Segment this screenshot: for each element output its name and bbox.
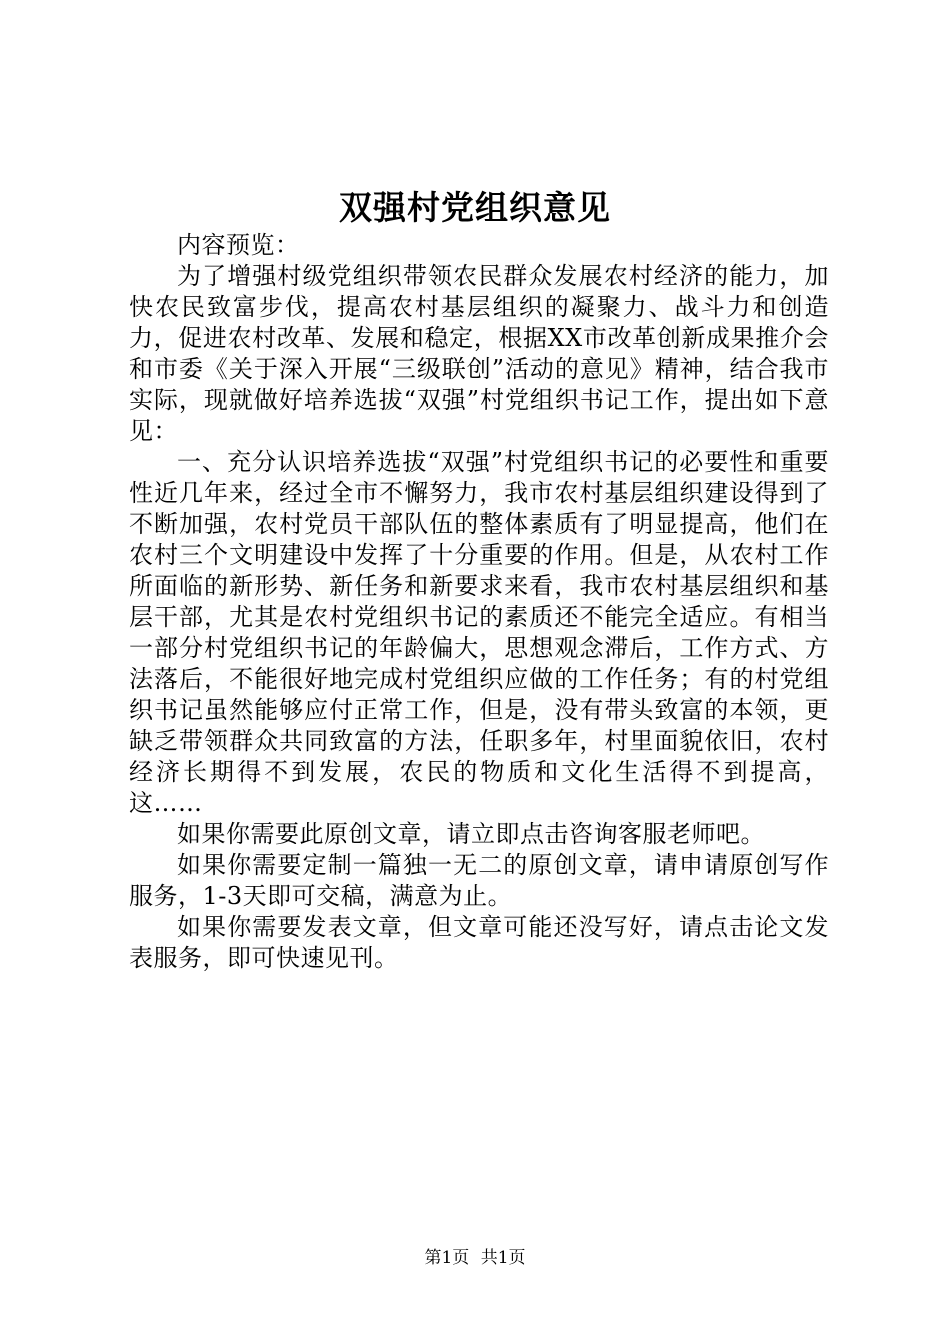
preview-label: 内容预览： — [177, 231, 300, 259]
page-total: 共1页 — [480, 1248, 526, 1268]
intro-paragraph: 为了增强村级党组织带领农民群众发展农村经济的能力，加快农民致富步伐，提高农村基层组织的凝聚力、战斗力和创造力，促进农村改革、发展和稳定，根据XX市改革创新成果推介会和市委《关于深入开展“三级联创”活动的意见》精神，结合我市实际，现就做好培养选拔“双强”村党组织书记工作，提出如下意见： — [129, 262, 829, 445]
page-footer — [0, 1246, 950, 1270]
notice-custom-writing-paragraph: 如果你需要定制一篇独一无二的原创文章，请申请原创写作服务，1-3天即可交稿，满意为止。 — [129, 851, 829, 910]
section-one-paragraph: 一、充分认识培养选拔“双强”村党组织书记的必要性和重要性近几年来，经过全市不懈努力，我市农村基层组织建设得到了不断加强，农村党员干部队伍的整体素质有了明显提高，他们在农村三个文明建设中发挥了十分重要的作用。但是，从农村工作所面临的新形势、新任务和新要求来看，我市农村基层组织和基层干部，尤其是农村党组织书记的素质还不能完全适应。有相当一部分村党组织书记的年龄偏大，思想观念滞后，工作方式、方法落后，不能很好地完成村党组织应做的工作任务；有的村党组织书记虽然能够应付正常工作，但是，没有带头致富的本领，更缺乏带领群众共同致富的方法，任职多年，村里面貌依旧，农村经济长期得不到发展，农民的物质和文化生活得不到提高，这…… — [129, 448, 829, 817]
document-body — [129, 230, 829, 974]
notice-publish-paragraph: 如果你需要发表文章，但文章可能还没写好，请点击论文发表服务，即可快速见刊。 — [129, 913, 829, 972]
notice-consult-paragraph: 如果你需要此原创文章，请立即点击咨询客服老师吧。 — [177, 820, 765, 848]
page-number: 第1页 — [424, 1248, 470, 1268]
document-title: 双强村党组织意见 — [339, 188, 611, 227]
